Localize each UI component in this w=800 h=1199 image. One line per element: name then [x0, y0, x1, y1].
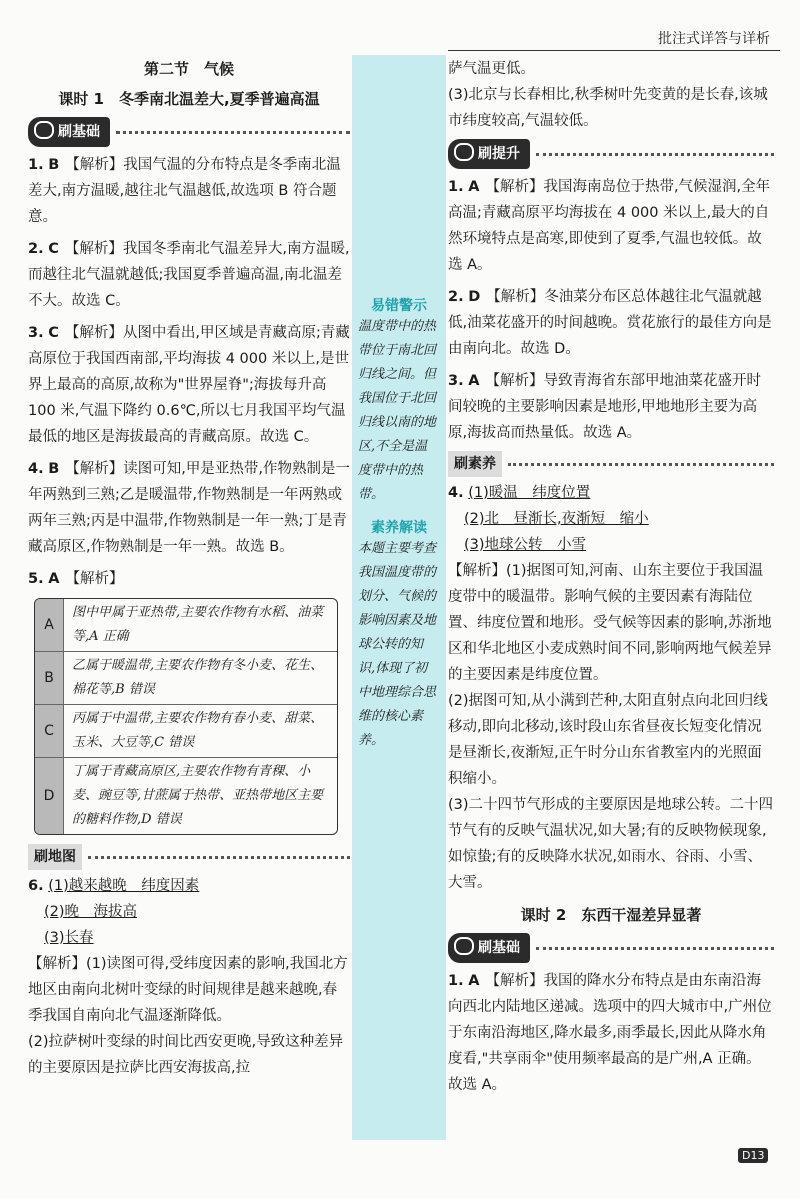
answer-item: 1. B 【解析】我国气温的分布特点是冬季南北温差大,南方温暖,越往北气温越低,故选项 B 符合题意。	[28, 157, 341, 225]
answer-line: (2)晚 海拔高	[44, 904, 138, 920]
answer-item: 4. B 【解析】读图可知,甲是亚热带,作物熟制是一年两熟到三熟;乙是暖温带,作物熟制是一年两熟或两年三熟;丙是中温带,作物熟制是一年一熟;丁是青藏高原区,作物熟制是一年一熟。故选 B。	[28, 461, 350, 555]
answer-item: 3. A 【解析】导致青海省东部甲地油菜花盛开时间较晚的主要影响因素是地形,甲地地形主要为高原,海拔高而热量低。故选 A。	[448, 373, 761, 441]
page-number: D13	[738, 1148, 768, 1163]
explanation: 萨气温更低。	[448, 61, 535, 77]
badge-basic: 刷基础	[448, 934, 774, 962]
answer-item: 2. C 【解析】我国冬季南北气温差异大,南方温暖,而越往北气温就越低;我国夏季普遍高温,南北温差不大。故选 C。	[28, 241, 350, 309]
note-text: 温度带中的热带位于南北回归线之间。但我国位于北回归线以南的地区,不全是温度带中的热带。	[358, 319, 437, 502]
table-row: A 图中甲属于亚热带,主要农作物有水稻、油菜等,A 正确	[35, 599, 337, 652]
answer-item: 1. A 【解析】我国海南岛位于热带,气候湿润,全年高温;青藏高原平均海拔在 4 000 米以上,最大的自然环境特点是高寒,即使到了夏季,气温也较低。故选 A。	[448, 179, 771, 273]
explanation: 【解析】(1)读图可得,受纬度因素的影响,我国北方地区由南向北树叶变绿的时间规律是越来越晚,春季我国自南向北气温逐渐降低。	[28, 956, 348, 1024]
table-row: B 乙属于暖温带,主要农作物有冬小麦、花生、棉花等,B 错误	[35, 652, 337, 705]
note-heading: 易错警示	[371, 298, 427, 314]
tag-map: 刷地图	[28, 845, 350, 869]
answer-line: (2)北 昼渐长,夜渐短 缩小	[464, 511, 649, 527]
answer-item: 3. C 【解析】从图中看出,甲区域是青藏高原;青藏高原位于我国西南部,平均海拔 4 000 米以上,是世界上最高的高原,故称为"世界屋脊";海拔每升高 100 米,气温下降约 0.6℃,所以七月我国平均气温最低的地区是海拔最高的青藏高原。故选 C。	[28, 325, 350, 445]
table-row: C 丙属于中温带,主要农作物有春小麦、甜菜、玉米、大豆等,C 错误	[35, 705, 337, 758]
answer-item: 2. D 【解析】冬油菜分布区总体越往北气温就越低,油菜花盛开的时间越晚。赏花旅行的最佳方向是由南向北。故选 D。	[448, 289, 772, 357]
badge-improve: 刷提升	[448, 140, 774, 168]
margin-notes	[352, 55, 446, 1140]
explanation: (2)据图可知,从小满到芒种,太阳直射点向北回归线移动,即向北移动,该时段山东省昼夜长短变化情况是昼渐长,夜渐短,正午时分山东省教室内的光照面积缩小。	[448, 693, 768, 787]
section-title: 第二节 气候	[143, 60, 234, 78]
table-row: D 丁属于青藏高原区,主要农作物有青稞、小麦、豌豆等,甘蔗属于热带、亚热带地区主要的糖料作物,D 错误	[35, 758, 337, 834]
header-rule	[448, 50, 780, 51]
analysis-table	[34, 598, 338, 835]
explanation: (2)拉萨树叶变绿的时间比西安更晚,导致这种差异的主要原因是拉萨比西安海拔高,拉	[28, 1034, 344, 1076]
explanation: (3)二十四节气形成的主要原因是地球公转。二十四节气有的反映气温状况,如大暑;有的反映物候现象,如惊蛰;有的反映降水状况,如雨水、谷雨、小雪、大雪。	[448, 797, 774, 891]
answer-item: 6. (1)越来越晚 纬度因素	[28, 878, 200, 894]
answer-item: 4. (1)暖温 纬度位置	[448, 485, 591, 501]
tag-quality: 刷素养	[448, 452, 774, 476]
explanation: 【解析】(1)据图可知,河南、山东主要位于我国温度带中的暖温带。影响气候的主要因素有海陆位置、纬度位置和地形。受气候等因素的影响,苏浙地区和华北地区小麦成熟时间不同,影响两地气候差异的主要因素是纬度位置。	[448, 563, 772, 683]
answer-line: (3)长春	[44, 930, 94, 946]
lesson-title: 课时 2 东西干湿差异显著	[520, 906, 702, 924]
left-column	[28, 56, 350, 1081]
note-heading: 素养解读	[371, 520, 427, 536]
note-text: 本题主要考查我国温度带的划分、气候的影响因素及地球公转的知识,体现了初中地理综合思维的核心素养。	[358, 541, 437, 748]
lesson-title: 课时 1 冬季南北温差大,夏季普遍高温	[58, 90, 320, 108]
answer-line: (3)地球公转 小雪	[464, 537, 587, 553]
right-column	[448, 56, 774, 1104]
explanation: (3)北京与长春相比,秋季树叶先变黄的是长春,该城市纬度较高,气温较低。	[448, 87, 768, 129]
answer-item: 5. A 【解析】	[28, 571, 124, 587]
answer-item: 1. A 【解析】我国的降水分布特点是由东南沿海向西北内陆地区递减。选项中的四大城市中,广州位于东南沿海地区,降水最多,雨季最长,因此从降水角度看,"共享雨伞"使用频率最高的是广州,A 正确。故选 A。	[448, 973, 772, 1093]
page-header: 批注式详答与详析	[658, 31, 770, 47]
badge-basic: 刷基础	[28, 118, 350, 146]
